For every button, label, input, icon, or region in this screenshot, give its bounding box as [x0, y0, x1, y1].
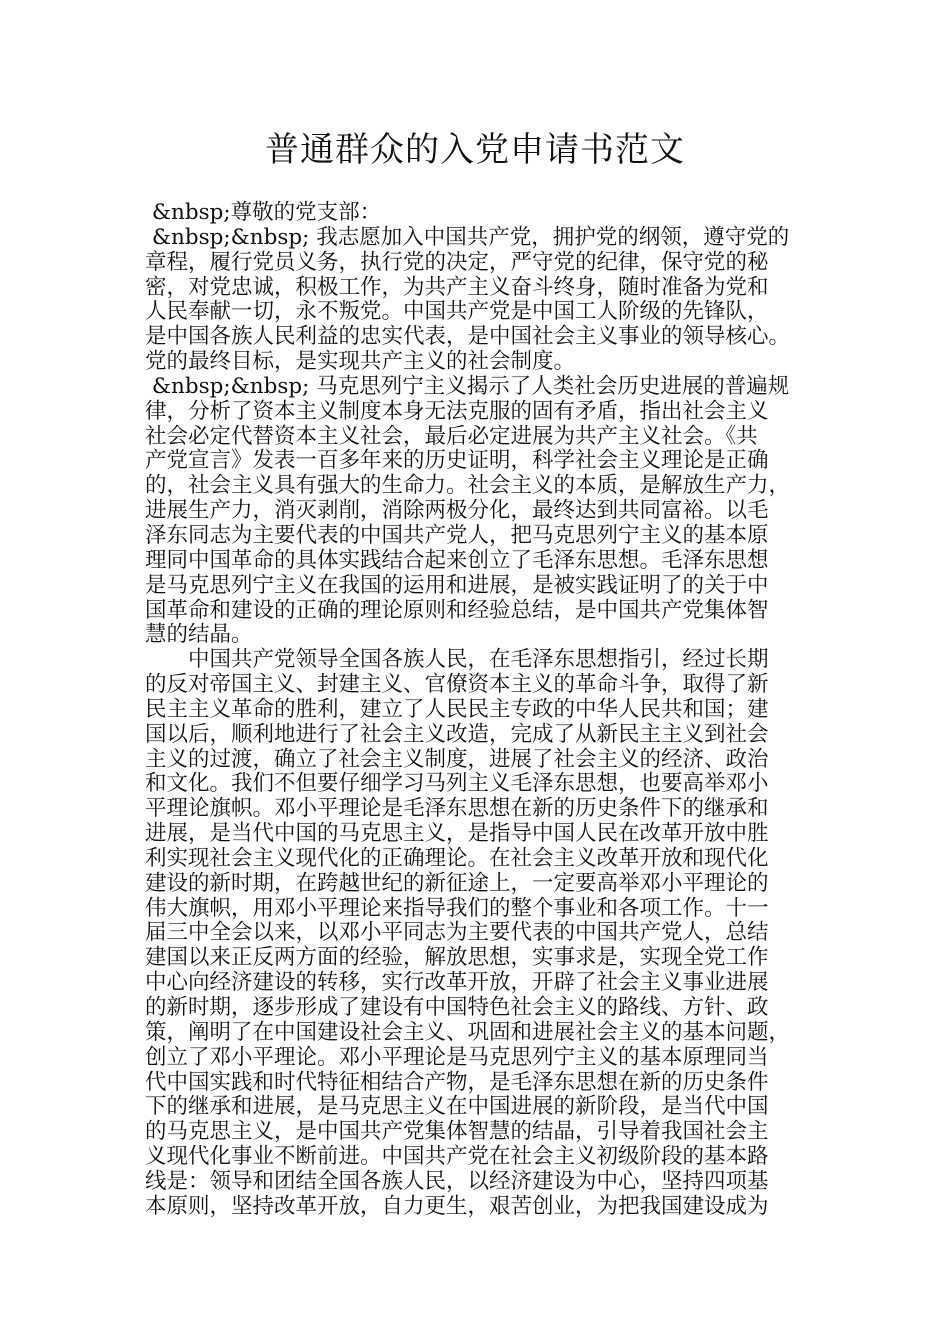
text-line: 慧的结晶。 [145, 622, 253, 648]
text-line: 产党宣言》发表一百多年来的历史证明，科学社会主义理论是正确 [145, 448, 769, 474]
text-line: 义现代化事业不断前进。中国共产党在社会主义初级阶段的基本路 [145, 1144, 769, 1170]
salutation [145, 201, 845, 226]
text-line: 的，社会主义具有强大的生命力。社会主义的本质，是解放生产力， [145, 473, 791, 499]
text-line: 下的继承和进展，是马克思主义在中国进展的新阶段，是当代中国 [145, 1094, 769, 1120]
text-line: 进展，是当代中国的马克思主义，是指导中国人民在改革开放中胜 [145, 821, 769, 847]
text-line: 中国共产党领导全国各族人民，在毛泽东思想指引，经过长期 [145, 647, 769, 673]
text-line: 创立了邓小平理论。邓小平理论是马克思列宁主义的基本原理同当 [145, 1044, 769, 1070]
text-line: 密，对党忠诚，积极工作，为共产主义奋斗终身，随时准备为党和 [145, 274, 769, 300]
text-line: 国革命和建设的正确的理论原则和经验总结，是中国共产党集体智 [145, 597, 769, 623]
text-line: 主义的过渡，确立了社会主义制度，进展了社会主义的经济、政治 [145, 746, 769, 772]
text-line: 的新时期，逐步形成了建设有中国特色社会主义的路线、方针、政 [145, 995, 769, 1020]
text-line: 律，分析了资本主义制度本身无法克服的固有矛盾，指出社会主义 [145, 398, 769, 424]
text-line: &nbsp;尊敬的党支部： [145, 200, 382, 225]
text-line: 民主主义革命的胜利，建立了人民民主专政的中华人民共和国；建 [145, 696, 769, 722]
text-line: 人民奉献一切，永不叛党。中国共产党是中国工人阶级的先锋队， [145, 299, 769, 325]
text-line: &nbsp;&nbsp; 我志愿加入中国共产党，拥护党的纲领，遵守党的 [145, 224, 790, 250]
text-line: 平理论旗帜。邓小平理论是毛泽东思想在新的历史条件下的继承和 [145, 796, 769, 822]
text-line: 建设的新时期，在跨越世纪的新征途上，一定要高举邓小平理论的 [145, 870, 769, 896]
text-line: 理同中国革命的具体实践结合起来创立了毛泽东思想。毛泽东思想 [145, 547, 769, 573]
text-line: 中心向经济建设的转移，实行改革开放，开辟了社会主义事业进展 [145, 970, 769, 996]
text-line: 进展生产力，消灭剥削，消除两极分化，最终达到共同富裕。以毛 [145, 498, 769, 524]
text-line: 党的最终目标，是实现共产主义的社会制度。 [145, 349, 576, 375]
text-line: &nbsp;&nbsp; 马克思列宁主义揭示了人类社会历史进展的普遍规 [145, 373, 790, 399]
text-line: 本原则，坚持改革开放，自力更生，艰苦创业，为把我国建设成为 [145, 1193, 769, 1219]
text-line: 章程，履行党员义务，执行党的决定，严守党的纪律，保守党的秘 [145, 249, 769, 275]
text-line: 泽东同志为主要代表的中国共产党人，把马克思列宁主义的基本原 [145, 522, 769, 548]
document-body [145, 201, 845, 1220]
text-line: 是中国各族人民利益的忠实代表，是中国社会主义事业的领导核心。 [145, 324, 791, 350]
text-line: 线是：领导和团结全国各族人民，以经济建设为中心，坚持四项基 [145, 1168, 769, 1194]
paragraph [145, 226, 845, 375]
text-line: 的马克思主义，是中国共产党集体智慧的结晶，引导着我国社会主 [145, 1119, 769, 1145]
text-line: 届三中全会以来，以邓小平同志为主要代表的中国共产党人，总结 [145, 920, 769, 946]
text-line: 建国以来正反两方面的经验，解放思想，实事求是，实现全党工作 [145, 945, 769, 971]
text-line: 伟大旗帜，用邓小平理论来指导我们的整个事业和各项工作。十一 [145, 895, 769, 921]
text-line: 国以后，顺利地进行了社会主义改造，完成了从新民主主义到社会 [145, 721, 769, 747]
paragraph [145, 648, 845, 1219]
text-line: 是马克思列宁主义在我国的运用和进展，是被实践证明了的关于中 [145, 572, 769, 598]
text-line: 和文化。我们不但要仔细学习马列主义毛泽东思想，也要高举邓小 [145, 771, 769, 797]
paragraph [145, 375, 845, 648]
text-line: 利实现社会主义现代化的正确理论。在社会主义改革开放和现代化 [145, 845, 769, 871]
text-line: 代中国实践和时代特征相结合产物，是毛泽东思想在新的历史条件 [145, 1069, 769, 1095]
text-line: 策，阐明了在中国建设社会主义、巩固和进展社会主义的基本问题， [145, 1019, 791, 1045]
text-line: 的反对帝国主义、封建主义、官僚资本主义的革命斗争，取得了新 [145, 672, 769, 698]
document-title: 普通群众的入党申请书范文 [265, 130, 685, 170]
text-line: 社会必定代替资本主义社会，最后必定进展为共产主义社会。《共 [145, 423, 758, 449]
